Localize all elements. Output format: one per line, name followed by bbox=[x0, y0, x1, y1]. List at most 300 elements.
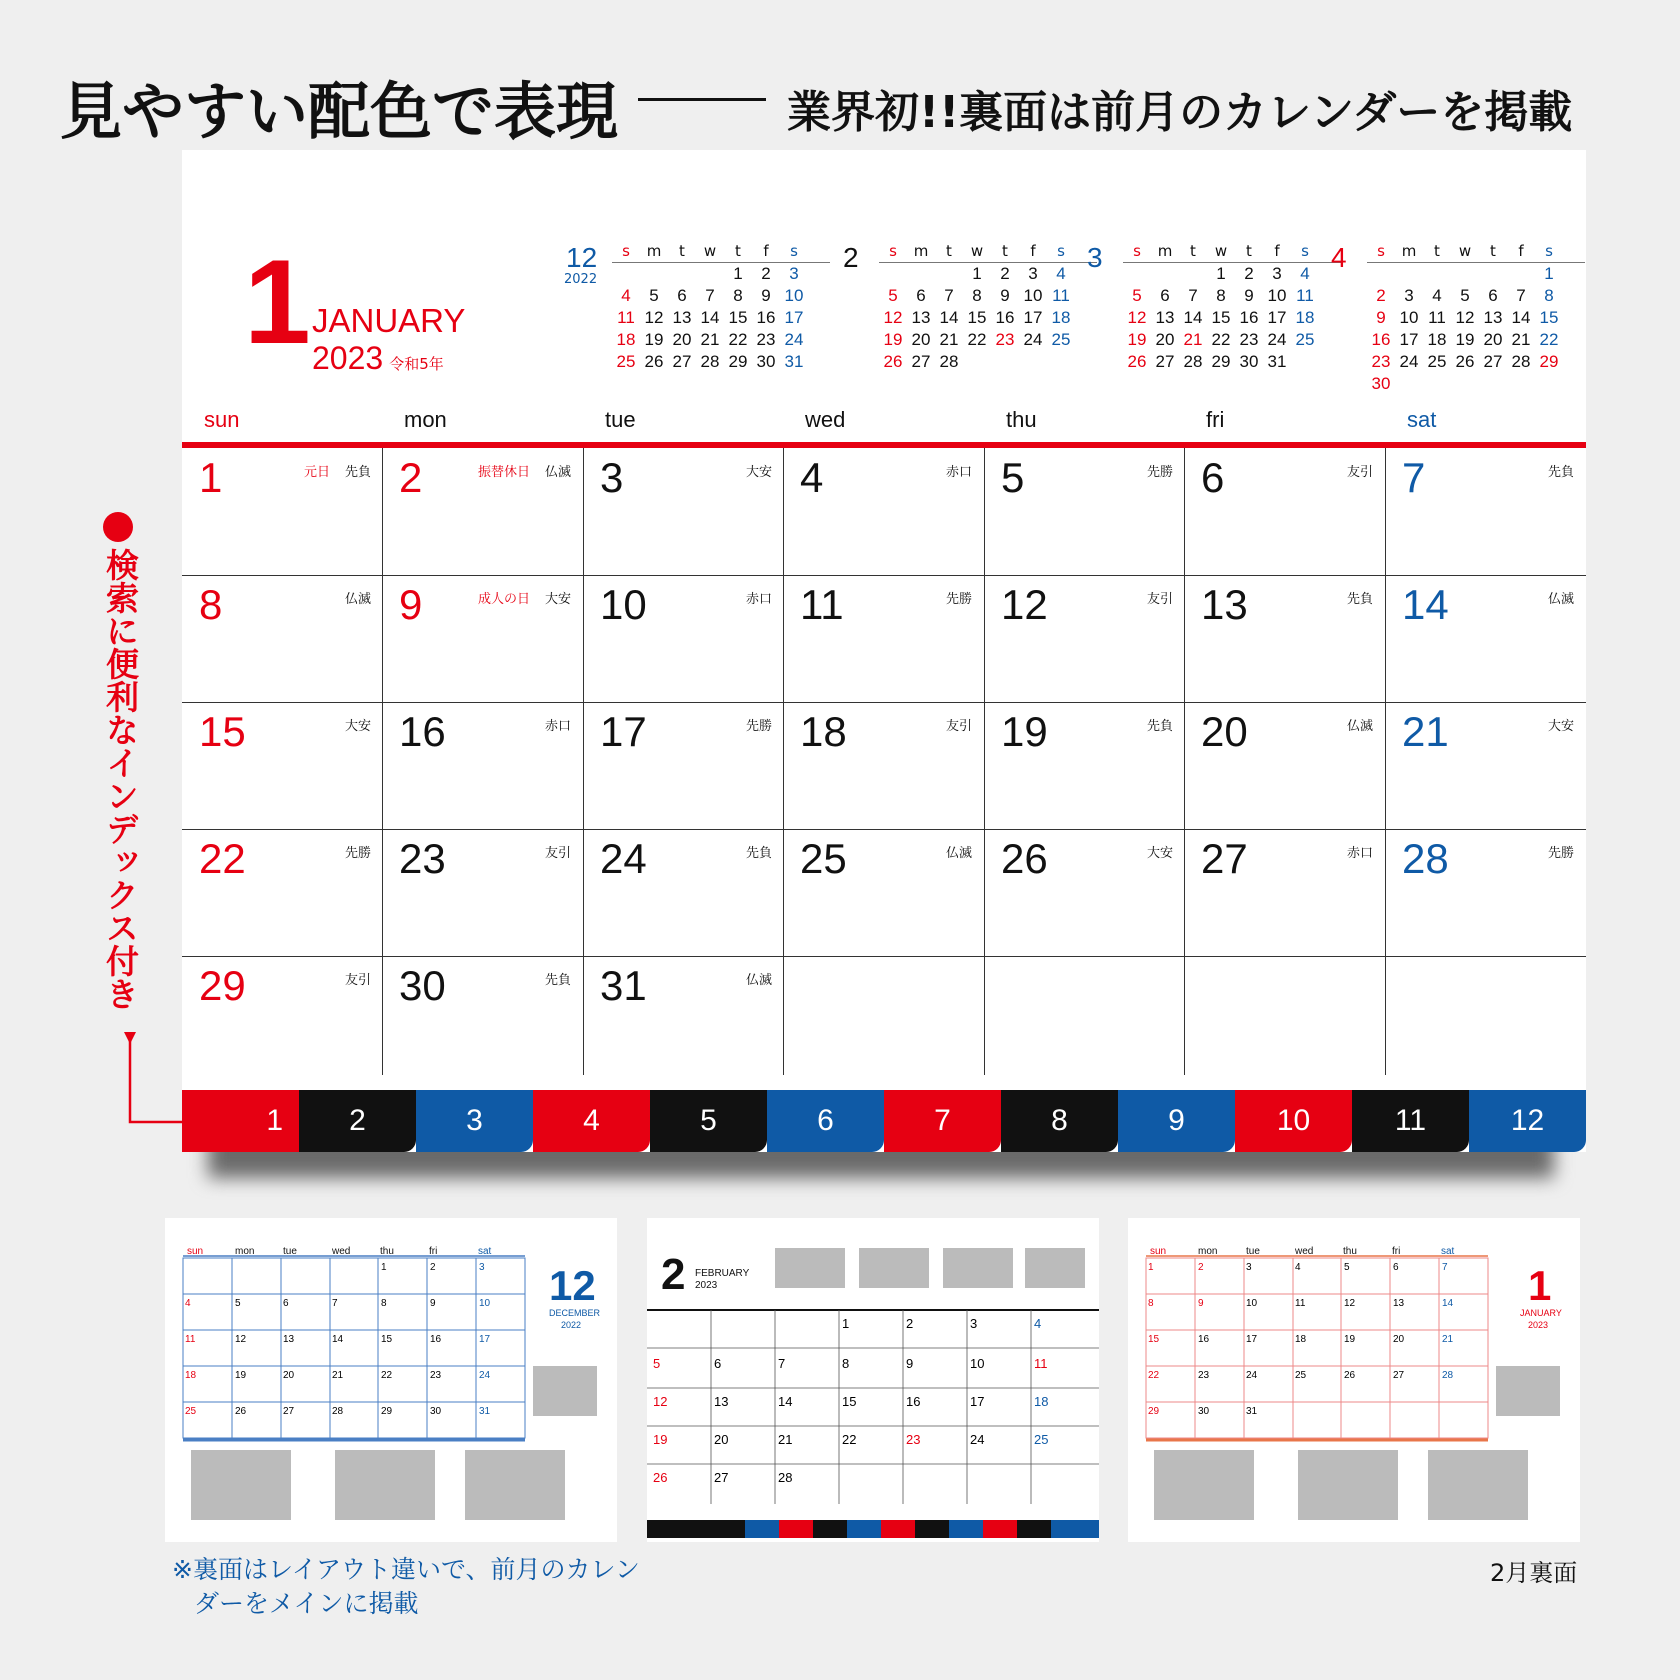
rokuyo-label: 友引 bbox=[344, 973, 371, 988]
svg-text:28: 28 bbox=[332, 1406, 344, 1417]
svg-text:15: 15 bbox=[842, 1394, 857, 1409]
svg-text:sat: sat bbox=[1441, 1246, 1455, 1257]
mini-day: 13 bbox=[911, 308, 931, 327]
mini-day: 13 bbox=[672, 308, 692, 327]
big-month-number: 1 bbox=[244, 235, 311, 369]
mini-day: 8 bbox=[733, 286, 743, 305]
svg-text:23: 23 bbox=[906, 1432, 921, 1447]
day-cell bbox=[783, 829, 983, 956]
mini-day: 23 bbox=[1371, 352, 1391, 371]
month-tab-6[interactable]: 6 bbox=[767, 1090, 884, 1152]
svg-text:22: 22 bbox=[842, 1432, 857, 1447]
rokuyo-label: 先勝 bbox=[1146, 465, 1173, 480]
mini-day: 28 bbox=[700, 352, 720, 371]
mini-day: 19 bbox=[1127, 330, 1147, 349]
month-tab-11[interactable]: 11 bbox=[1352, 1090, 1469, 1152]
mini-day: 18 bbox=[616, 330, 636, 349]
svg-text:5: 5 bbox=[653, 1356, 661, 1371]
mini-day: 25 bbox=[1051, 330, 1071, 349]
rokuyo-label: 赤口 bbox=[945, 465, 972, 480]
svg-text:1: 1 bbox=[842, 1316, 850, 1331]
rokuyo-label: 先勝 bbox=[344, 846, 371, 861]
svg-text:29: 29 bbox=[381, 1406, 393, 1417]
svg-text:thu: thu bbox=[1343, 1246, 1357, 1257]
mini-day: 28 bbox=[1511, 352, 1531, 371]
mini-day: 2 bbox=[1376, 286, 1386, 305]
day-cell bbox=[382, 575, 582, 702]
svg-text:2: 2 bbox=[1198, 1262, 1204, 1273]
svg-text:fri: fri bbox=[1392, 1246, 1401, 1257]
svg-text:1: 1 bbox=[1148, 1262, 1154, 1273]
month-tab-1[interactable]: 1 bbox=[182, 1090, 339, 1152]
back-label: 2月裏面 bbox=[1490, 1559, 1578, 1587]
mini-weekday: s bbox=[622, 242, 630, 260]
day-number: 3 bbox=[600, 454, 624, 501]
svg-text:23: 23 bbox=[430, 1370, 442, 1381]
day-number: 6 bbox=[1201, 454, 1225, 501]
month-tab-5[interactable]: 5 bbox=[650, 1090, 767, 1152]
day-cell bbox=[1184, 702, 1384, 829]
mini-day: 1 bbox=[1216, 264, 1226, 283]
mini-day bbox=[1507, 263, 1535, 285]
mini-day: 6 bbox=[677, 286, 687, 305]
rokuyo-label: 先勝 bbox=[1547, 846, 1574, 861]
mini-day: 5 bbox=[649, 286, 659, 305]
day-number: 17 bbox=[600, 708, 647, 755]
mini-day: 5 bbox=[888, 286, 898, 305]
svg-text:mon: mon bbox=[1198, 1246, 1218, 1257]
day-number: 4 bbox=[800, 454, 824, 501]
mini-weekday: s bbox=[1377, 242, 1385, 260]
svg-text:wed: wed bbox=[1295, 1246, 1314, 1257]
mini-day: 9 bbox=[1376, 308, 1386, 327]
svg-text:3: 3 bbox=[1246, 1262, 1252, 1273]
day-cell bbox=[583, 448, 783, 575]
mini-day: 16 bbox=[995, 308, 1015, 327]
svg-text:24: 24 bbox=[970, 1432, 985, 1447]
mini-day: 24 bbox=[1023, 330, 1043, 349]
mini-day: 25 bbox=[616, 352, 636, 371]
day-cell bbox=[583, 575, 783, 702]
mini-day-grid bbox=[1367, 263, 1585, 395]
mini-day: 10 bbox=[1399, 308, 1419, 327]
svg-text:12: 12 bbox=[653, 1394, 668, 1409]
mini-weekday: t bbox=[1190, 242, 1196, 260]
weekday-label: mon bbox=[404, 407, 447, 432]
svg-text:21: 21 bbox=[332, 1370, 344, 1381]
svg-text:2: 2 bbox=[430, 1262, 436, 1273]
svg-text:14: 14 bbox=[778, 1394, 793, 1409]
svg-text:9: 9 bbox=[1198, 1298, 1204, 1309]
mini-day: 12 bbox=[1127, 308, 1147, 327]
mini-day: 9 bbox=[761, 286, 771, 305]
svg-text:27: 27 bbox=[283, 1406, 295, 1417]
rokuyo-label: 大安 bbox=[1547, 719, 1574, 734]
mini-month-number: 2 bbox=[843, 242, 859, 273]
svg-text:sun: sun bbox=[1150, 1246, 1167, 1257]
svg-text:27: 27 bbox=[1393, 1370, 1405, 1381]
mini-day: 9 bbox=[1244, 286, 1254, 305]
mini-day bbox=[696, 263, 724, 285]
mini-day: 6 bbox=[1488, 286, 1498, 305]
month-tab-7[interactable]: 7 bbox=[884, 1090, 1001, 1152]
svg-text:10: 10 bbox=[1246, 1298, 1258, 1309]
day-number: 24 bbox=[600, 835, 647, 882]
mini-day: 23 bbox=[756, 330, 776, 349]
mini-day: 22 bbox=[728, 330, 748, 349]
svg-text:7: 7 bbox=[1442, 1262, 1448, 1273]
day-number: 29 bbox=[199, 962, 246, 1009]
month-tab-2[interactable]: 2 bbox=[299, 1090, 416, 1152]
side-index-callout bbox=[96, 512, 144, 1010]
month-tab-4[interactable]: 4 bbox=[533, 1090, 650, 1152]
month-tab-9[interactable]: 9 bbox=[1118, 1090, 1235, 1152]
day-number: 28 bbox=[1402, 835, 1449, 882]
mini-weekday: m bbox=[1157, 242, 1173, 260]
mini-month-number: 4 bbox=[1331, 242, 1347, 273]
thumb2-month: 2 bbox=[661, 1250, 686, 1299]
mini-day: 3 bbox=[789, 264, 799, 283]
svg-text:21: 21 bbox=[1442, 1334, 1454, 1345]
day-cell bbox=[1385, 829, 1585, 956]
thumb1-month: 12 bbox=[549, 1262, 596, 1309]
day-number: 27 bbox=[1201, 835, 1248, 882]
rokuyo-label: 仏滅 bbox=[1346, 719, 1373, 734]
day-cell bbox=[984, 448, 1184, 575]
svg-text:25: 25 bbox=[1034, 1432, 1049, 1447]
mini-weekday: w bbox=[1214, 242, 1228, 260]
mini-calendar bbox=[1087, 242, 1341, 373]
mini-day: 13 bbox=[1155, 308, 1175, 327]
mini-day: 28 bbox=[939, 352, 959, 371]
mini-day: 24 bbox=[1399, 352, 1419, 371]
month-english: JANUARY bbox=[312, 302, 466, 339]
svg-text:28: 28 bbox=[1442, 1370, 1454, 1381]
holiday-label: 振替休日 bbox=[477, 465, 530, 480]
mini-day: 19 bbox=[883, 330, 903, 349]
mini-day: 23 bbox=[1239, 330, 1259, 349]
mini-weekday: s bbox=[790, 242, 798, 260]
mini-day: 12 bbox=[1455, 308, 1475, 327]
thumb2-year: 2023 bbox=[695, 1280, 718, 1291]
thumb3-year: 2023 bbox=[1528, 1320, 1549, 1330]
mini-calendar bbox=[1331, 242, 1585, 395]
svg-text:12: 12 bbox=[1344, 1298, 1356, 1309]
weekday-label: thu bbox=[1006, 407, 1037, 432]
mini-day: 22 bbox=[1211, 330, 1231, 349]
day-cell bbox=[182, 575, 382, 702]
mini-day: 12 bbox=[883, 308, 903, 327]
mini-day: 17 bbox=[1267, 308, 1287, 327]
svg-text:15: 15 bbox=[381, 1334, 393, 1345]
mini-day: 20 bbox=[1483, 330, 1503, 349]
svg-text:10: 10 bbox=[479, 1298, 491, 1309]
mini-day-grid bbox=[879, 263, 1097, 373]
mini-day: 27 bbox=[1155, 352, 1175, 371]
svg-text:4: 4 bbox=[185, 1298, 191, 1309]
era-text: 令和5年 bbox=[389, 355, 444, 373]
mini-day bbox=[1423, 263, 1451, 285]
mini-day: 29 bbox=[728, 352, 748, 371]
svg-text:1: 1 bbox=[381, 1262, 387, 1273]
mini-calendar bbox=[843, 242, 1097, 373]
mini-day: 20 bbox=[1155, 330, 1175, 349]
svg-text:9: 9 bbox=[430, 1298, 436, 1309]
day-number: 10 bbox=[600, 581, 647, 628]
mini-day: 14 bbox=[700, 308, 720, 327]
month-tab-8[interactable]: 8 bbox=[1001, 1090, 1118, 1152]
rokuyo-label: 仏滅 bbox=[1547, 592, 1574, 607]
mini-day: 24 bbox=[784, 330, 804, 349]
day-number: 22 bbox=[199, 835, 246, 882]
mini-day: 20 bbox=[911, 330, 931, 349]
mini-day: 7 bbox=[1516, 286, 1526, 305]
mini-day: 1 bbox=[733, 264, 743, 283]
svg-text:7: 7 bbox=[778, 1356, 786, 1371]
mini-weekday: f bbox=[1030, 242, 1036, 260]
svg-text:14: 14 bbox=[1442, 1298, 1454, 1309]
day-cell bbox=[182, 829, 382, 956]
svg-text:8: 8 bbox=[842, 1356, 850, 1371]
svg-text:3: 3 bbox=[970, 1316, 978, 1331]
svg-text:15: 15 bbox=[1148, 1334, 1160, 1345]
svg-text:3: 3 bbox=[479, 1262, 485, 1273]
thumbnail-december-back bbox=[165, 1218, 617, 1542]
weekday-label: sat bbox=[1407, 407, 1437, 432]
svg-text:6: 6 bbox=[1393, 1262, 1399, 1273]
day-cell bbox=[182, 956, 382, 1083]
day-cell bbox=[1184, 829, 1384, 956]
mini-day bbox=[935, 263, 963, 285]
day-number: 1 bbox=[199, 454, 223, 501]
mini-day: 30 bbox=[1371, 374, 1391, 393]
day-cell bbox=[783, 575, 983, 702]
mini-day: 29 bbox=[1539, 352, 1559, 371]
rokuyo-label: 友引 bbox=[1346, 465, 1373, 480]
mini-day: 14 bbox=[1511, 308, 1531, 327]
mini-day bbox=[1179, 263, 1207, 285]
mini-day: 21 bbox=[1511, 330, 1531, 349]
svg-text:16: 16 bbox=[430, 1334, 442, 1345]
day-number: 16 bbox=[399, 708, 446, 755]
mini-weekday-header bbox=[879, 242, 1097, 263]
bullet-dot-icon bbox=[103, 512, 133, 542]
rokuyo-label: 仏滅 bbox=[745, 973, 772, 988]
svg-text:8: 8 bbox=[381, 1298, 387, 1309]
svg-text:19: 19 bbox=[653, 1432, 668, 1447]
month-grid bbox=[182, 448, 1586, 1075]
day-cell bbox=[783, 702, 983, 829]
mini-day: 27 bbox=[911, 352, 931, 371]
rokuyo-label: 先負 bbox=[745, 846, 772, 861]
mini-day: 9 bbox=[1000, 286, 1010, 305]
mini-day: 12 bbox=[644, 308, 664, 327]
svg-text:24: 24 bbox=[479, 1370, 491, 1381]
month-tab-3[interactable]: 3 bbox=[416, 1090, 533, 1152]
svg-text:6: 6 bbox=[283, 1298, 289, 1309]
mini-day: 11 bbox=[1296, 286, 1314, 305]
day-cell bbox=[984, 702, 1184, 829]
day-number: 13 bbox=[1201, 581, 1248, 628]
svg-text:18: 18 bbox=[1295, 1334, 1307, 1345]
weekday-label: wed bbox=[805, 407, 846, 432]
back-note-line1: ※裏面はレイアウト違いで、前月のカレン bbox=[172, 1555, 640, 1584]
svg-text:17: 17 bbox=[970, 1394, 985, 1409]
mini-day: 4 bbox=[621, 286, 631, 305]
svg-text:5: 5 bbox=[1344, 1262, 1350, 1273]
svg-text:25: 25 bbox=[185, 1406, 197, 1417]
holiday-label: 成人の日 bbox=[477, 592, 530, 607]
day-number: 26 bbox=[1001, 835, 1048, 882]
rokuyo-label: 先負 bbox=[1346, 592, 1373, 607]
headline-dash bbox=[638, 98, 766, 101]
rokuyo-label: 赤口 bbox=[544, 719, 571, 734]
mini-day: 22 bbox=[1539, 330, 1559, 349]
mini-weekday: t bbox=[1002, 242, 1008, 260]
mini-day: 5 bbox=[1132, 286, 1142, 305]
day-cell bbox=[583, 702, 783, 829]
mini-day: 5 bbox=[1460, 286, 1470, 305]
mini-weekday: s bbox=[1057, 242, 1065, 260]
mini-weekday: t bbox=[1434, 242, 1440, 260]
mini-day: 23 bbox=[995, 330, 1015, 349]
rokuyo-label: 大安 bbox=[1146, 846, 1173, 861]
svg-text:19: 19 bbox=[1344, 1334, 1356, 1345]
mini-weekday: s bbox=[1133, 242, 1141, 260]
rokuyo-label: 先負 bbox=[344, 465, 371, 480]
day-cell bbox=[382, 956, 582, 1083]
mini-weekday: f bbox=[763, 242, 769, 260]
mini-day: 7 bbox=[944, 286, 954, 305]
mini-day: 10 bbox=[1267, 286, 1287, 305]
year-line bbox=[312, 340, 444, 377]
day-number: 18 bbox=[800, 708, 847, 755]
mini-day: 11 bbox=[1428, 308, 1446, 327]
mini-weekday: f bbox=[1518, 242, 1524, 260]
day-cell bbox=[182, 448, 382, 575]
mini-weekday: t bbox=[1246, 242, 1252, 260]
svg-text:26: 26 bbox=[653, 1470, 668, 1485]
month-tab-10[interactable]: 10 bbox=[1235, 1090, 1352, 1152]
svg-text:27: 27 bbox=[714, 1470, 729, 1485]
svg-text:24: 24 bbox=[1246, 1370, 1258, 1381]
mini-day: 16 bbox=[1371, 330, 1391, 349]
day-cell bbox=[984, 829, 1184, 956]
mini-day: 7 bbox=[1188, 286, 1198, 305]
day-number: 31 bbox=[600, 962, 647, 1009]
mini-day bbox=[1123, 263, 1151, 285]
mini-day: 30 bbox=[1239, 352, 1259, 371]
rokuyo-label: 友引 bbox=[544, 846, 571, 861]
thumb1-year: 2022 bbox=[561, 1320, 582, 1330]
day-number: 9 bbox=[399, 581, 423, 628]
day-cell bbox=[1184, 448, 1384, 575]
svg-text:30: 30 bbox=[1198, 1406, 1210, 1417]
mini-day: 19 bbox=[1455, 330, 1475, 349]
month-tab-12[interactable]: 12 bbox=[1469, 1090, 1586, 1152]
weekday-label: fri bbox=[1206, 407, 1225, 432]
svg-text:4: 4 bbox=[1295, 1262, 1301, 1273]
mini-day: 4 bbox=[1432, 286, 1442, 305]
day-cell bbox=[583, 829, 783, 956]
back-note-line2: ダーをメインに掲載 bbox=[194, 1589, 419, 1618]
mini-day: 14 bbox=[939, 308, 959, 327]
svg-text:17: 17 bbox=[1246, 1334, 1258, 1345]
mini-weekday: f bbox=[1274, 242, 1280, 260]
mini-day: 27 bbox=[672, 352, 692, 371]
mini-day: 26 bbox=[1127, 352, 1147, 371]
rokuyo-label: 仏滅 bbox=[344, 592, 371, 607]
mini-day: 27 bbox=[1483, 352, 1503, 371]
mini-month-number: 12 bbox=[566, 242, 598, 273]
svg-text:4: 4 bbox=[1034, 1316, 1042, 1331]
mini-day: 26 bbox=[883, 352, 903, 371]
mini-day: 17 bbox=[1023, 308, 1043, 327]
mini-day: 15 bbox=[1211, 308, 1231, 327]
svg-text:16: 16 bbox=[1198, 1334, 1210, 1345]
holiday-label: 元日 bbox=[303, 465, 330, 480]
svg-text:17: 17 bbox=[479, 1334, 491, 1345]
day-cell bbox=[382, 829, 582, 956]
svg-text:28: 28 bbox=[778, 1470, 793, 1485]
svg-text:sat: sat bbox=[478, 1246, 492, 1257]
mini-weekday: t bbox=[1490, 242, 1496, 260]
mini-day: 18 bbox=[1295, 308, 1315, 327]
svg-text:29: 29 bbox=[1148, 1406, 1160, 1417]
back-note bbox=[172, 1553, 640, 1621]
day-number: 15 bbox=[199, 708, 246, 755]
svg-text:31: 31 bbox=[1246, 1406, 1258, 1417]
mini-day bbox=[1367, 263, 1395, 285]
svg-text:2: 2 bbox=[906, 1316, 914, 1331]
thumbnail-february-grid bbox=[647, 1218, 1099, 1542]
svg-text:11: 11 bbox=[1295, 1298, 1306, 1309]
mini-weekday: t bbox=[679, 242, 685, 260]
mini-weekday: s bbox=[889, 242, 897, 260]
svg-text:11: 11 bbox=[1034, 1356, 1048, 1371]
mini-day: 17 bbox=[1399, 330, 1419, 349]
day-number: 19 bbox=[1001, 708, 1048, 755]
mini-weekday: w bbox=[1458, 242, 1472, 260]
svg-text:thu: thu bbox=[380, 1246, 394, 1257]
thumb1-month-en: DECEMBER bbox=[549, 1308, 601, 1318]
mini-day bbox=[1479, 263, 1507, 285]
day-number: 8 bbox=[199, 581, 223, 628]
svg-text:11: 11 bbox=[185, 1334, 196, 1345]
svg-text:9: 9 bbox=[906, 1356, 914, 1371]
mini-weekday: m bbox=[913, 242, 929, 260]
svg-text:18: 18 bbox=[185, 1370, 197, 1381]
year-text: 2023 bbox=[312, 340, 384, 376]
day-cell bbox=[382, 702, 582, 829]
thumb2-month-en: FEBRUARY bbox=[695, 1268, 750, 1279]
rokuyo-label: 先勝 bbox=[945, 592, 972, 607]
mini-year: 2022 bbox=[564, 272, 598, 287]
mini-day: 13 bbox=[1483, 308, 1503, 327]
mini-day: 16 bbox=[756, 308, 776, 327]
svg-text:5: 5 bbox=[235, 1298, 241, 1309]
main-calendar bbox=[182, 150, 1586, 1152]
mini-day: 18 bbox=[1427, 330, 1447, 349]
mini-day bbox=[668, 263, 696, 285]
weekday-label: tue bbox=[605, 407, 636, 432]
mini-weekday: t bbox=[735, 242, 741, 260]
day-cell bbox=[1385, 448, 1585, 575]
day-number: 30 bbox=[399, 962, 446, 1009]
rokuyo-label: 先負 bbox=[1547, 465, 1574, 480]
mini-day bbox=[1151, 263, 1179, 285]
mini-day: 25 bbox=[1295, 330, 1315, 349]
